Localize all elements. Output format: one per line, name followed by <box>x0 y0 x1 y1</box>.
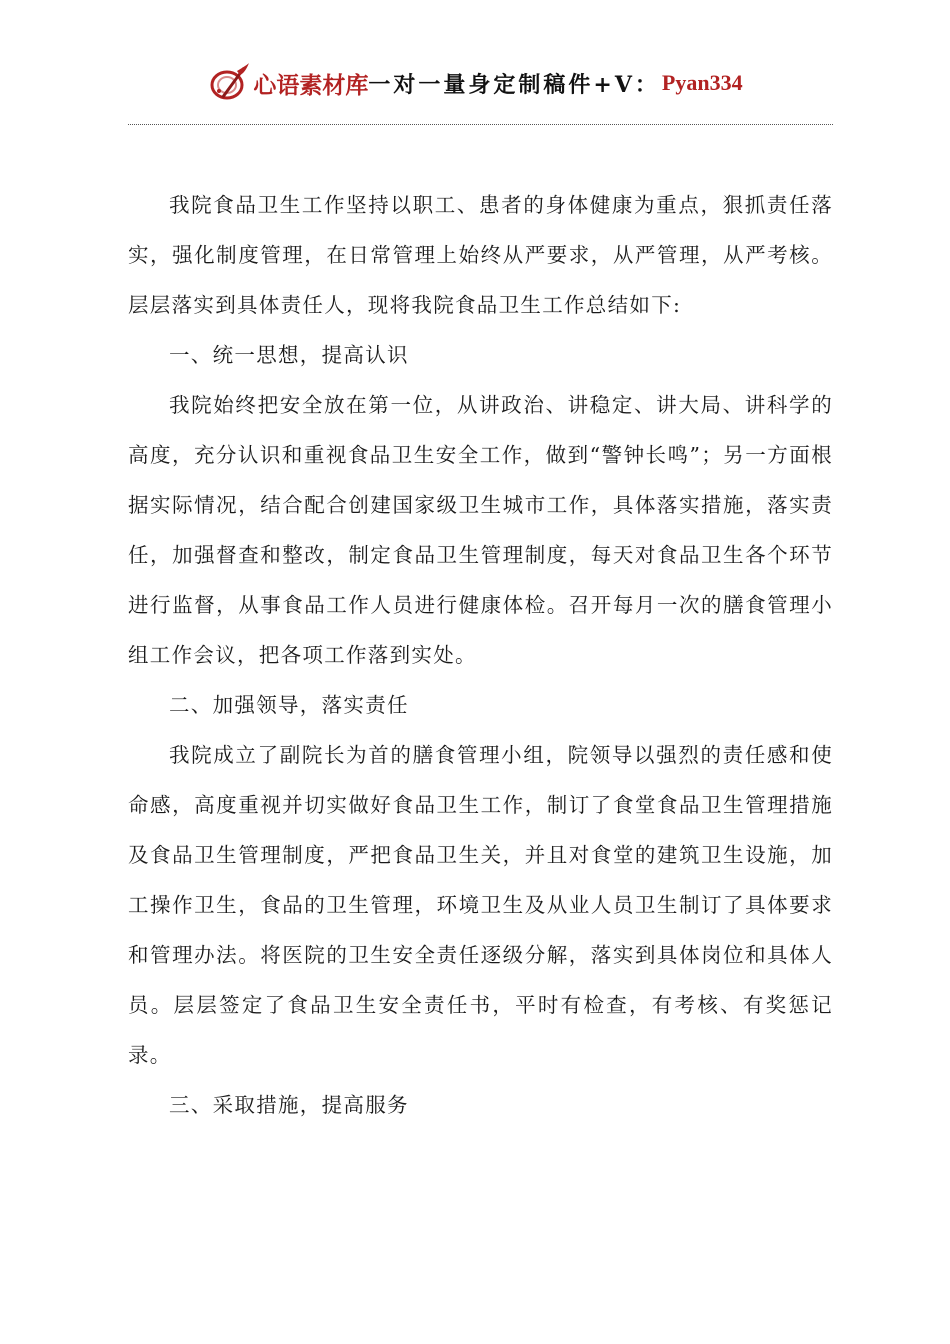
page-header <box>0 58 950 108</box>
quill-logo-icon <box>207 61 251 105</box>
section-2-heading: 二、加强领导，落实责任 <box>169 693 409 717</box>
header-tagline: 一对一量身定制稿件+V： <box>368 71 660 98</box>
section-1-heading: 一、统一思想，提高认识 <box>169 343 409 367</box>
section-3-heading: 三、采取措施，提高服务 <box>169 1093 409 1117</box>
intro-paragraph: 我院食品卫生工作坚持以职工、患者的身体健康为重点，狠抓责任落实，强化制度管理，在日常管理上始终从严要求，从严管理，从严考核。层层落实到具体责任人，现将我院食品卫生工作总结如下: <box>128 193 833 317</box>
brand-name: 心语素材库 <box>253 72 369 99</box>
section-1-body: 我院始终把安全放在第一位，从讲政治、讲稳定、讲大局、讲科学的高度，充分认识和重视食品卫生安全工作，做到“警钟长鸣”；另一方面根据实际情况，结合配合创建国家级卫生城市工作，具体落实措施，落实责任，加强督查和整改，制定食品卫生管理制度，每天对食品卫生各个环节进行监督，从事食品工作人员进行健康体检。召开每月一次的膳食管理小组工作会议，把各项工作落到实处。 <box>128 393 833 667</box>
contact-id: Pyan334 <box>661 70 743 95</box>
header-banner <box>207 61 742 105</box>
section-2-body: 我院成立了副院长为首的膳食管理小组，院领导以强烈的责任感和使命感，高度重视并切实做好食品卫生工作，制订了食堂食品卫生管理措施及食品卫生管理制度，严把食品卫生关，并且对食堂的建筑卫生设施，加工操作卫生，食品的卫生管理，环境卫生及从业人员卫生制订了具体要求和管理办法。将医院的卫生安全责任逐级分解，落实到具体岗位和具体人员。层层签定了食品卫生安全责任书，平时有检查，有考核、有奖惩记录。 <box>128 743 833 1067</box>
document-body <box>128 180 833 1130</box>
header-divider <box>128 124 833 125</box>
